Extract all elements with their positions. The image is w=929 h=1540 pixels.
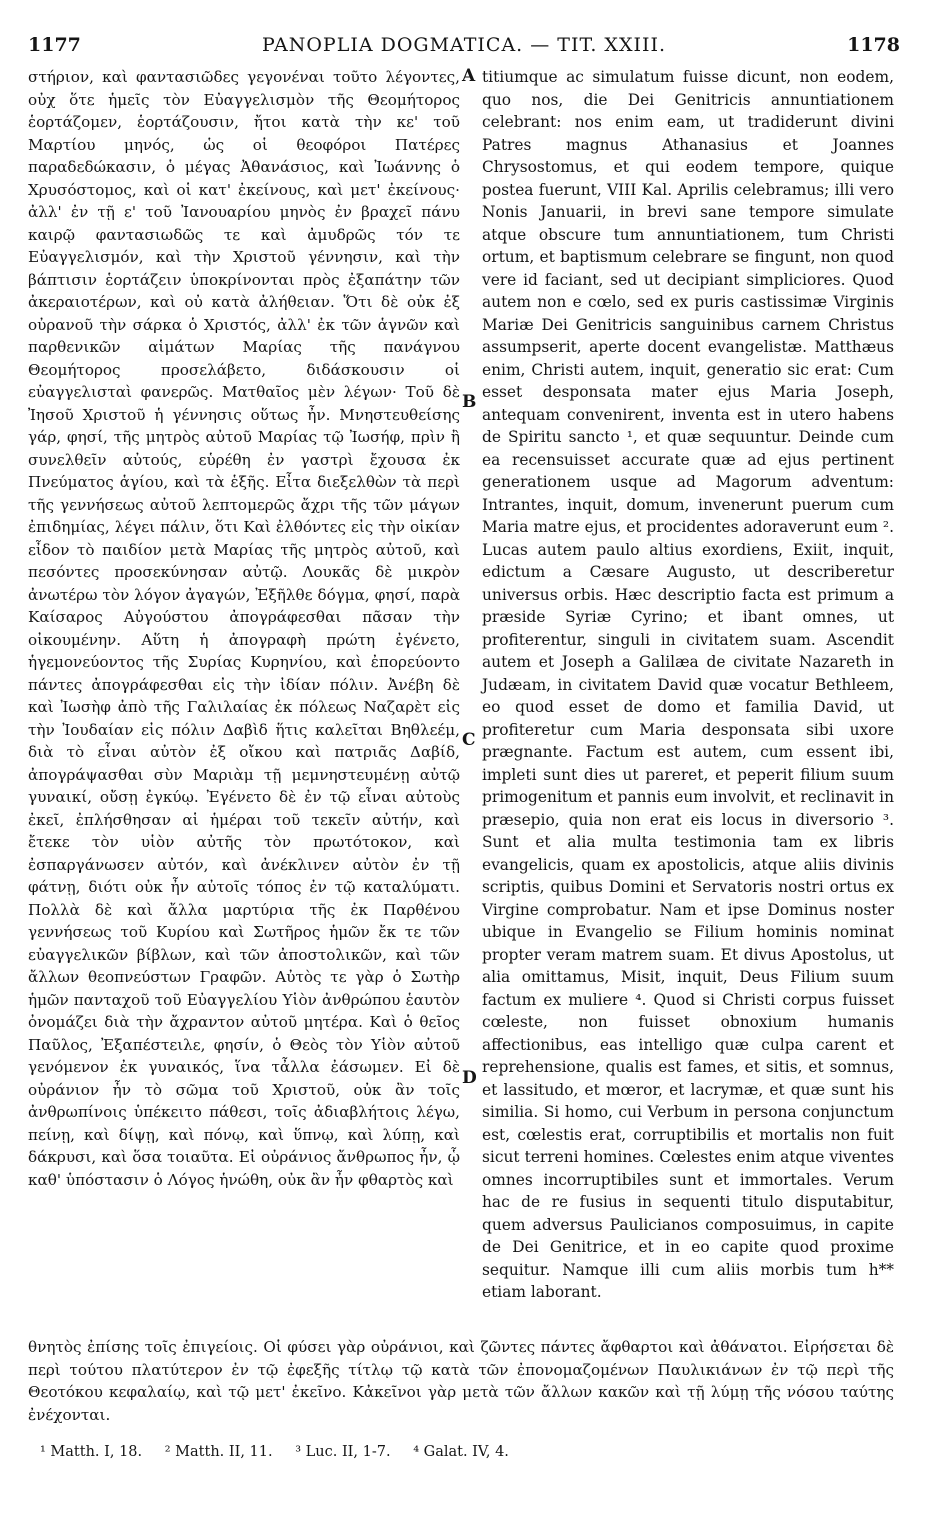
greek-column [28,66,460,1291]
page-header [28,34,900,58]
running-title: PANOPLIA DOGMATICA. — TIT. XXIII. [261,34,667,56]
footnotes [40,1444,880,1460]
latin-column [482,66,894,1301]
margin-marker-b: B [462,392,477,412]
footnote-1: ¹ Matth. I, 18. [40,1444,143,1460]
footnote-3: ³ Luc. II, 1-7. [295,1444,391,1460]
page-number-right: 1178 [847,34,900,56]
margin-marker-a: A [462,66,476,86]
greek-tail [28,1336,894,1426]
greek-paragraph: στήριον, καὶ φαντασιῶδες γεγονέναι τοῦτο λέγοντες, οὐχ ὅτε ἡμεῖς τὸν Εὐαγγελισμὸν τῆς Θεομήτορος ἑορτάζομεν, ἑορτάζουσιν, ἤτοι κατὰ τὴν κε' τοῦ Μαρτίου μηνός, ὡς οἱ θεοφόροι Πατέρες παραδεδώκασιν, ὁ μέγας Ἀθανάσιος, καὶ Ἰωάννης ὁ Χρυσόστομος, καὶ οἱ κατ' ἐκείνους, καὶ μετ' ἐκείνους· ἀλλ' ἐν τῇ ε' τοῦ Ἰανουαρίου μηνὸς ἐν βραχεῖ πάνυ καιρῷ φαντασιωδῶς τε καὶ ἀμυδρῶς τόν τε Εὐαγγελισμόν, καὶ τὴν Χριστοῦ γέννησιν, καὶ τὴν βάπτισιν ἑορτάζειν ὑποκρίνονται πρὸς ἐξαπάτην τῶν ἀκεραιοτέρων, καὶ οὐ κατὰ ἀλήθειαν. Ὅτι δὲ οὐκ ἐξ οὐρανοῦ τὴν σάρκα ὁ Χριστός, ἀλλ' ἐκ τῶν ἁγνῶν καὶ παρθενικῶν αἱμάτων Μαρίας τῆς πανάγνου Θεομήτορος προσελάβετο, διδάσκουσιν οἱ εὐαγγελισταὶ φανερῶς. Ματθαῖος μὲν λέγων· Τοῦ δὲ Ἰησοῦ Χριστοῦ ἡ γέννησις οὕτως ἦν. Μνηστευθείσης γάρ, φησί, τῆς μητρὸς αὐτοῦ Μαρίας τῷ Ἰωσήφ, πρὶν ἢ συνελθεῖν αὐτούς, εὑρέθη ἐν γαστρὶ ἔχουσα ἐκ Πνεύματος ἁγίου, καὶ τὰ ἑξῆς. Εἶτα διεξελθὼν τὰ περὶ τῆς γεννήσεως αὐτοῦ λεπτομερῶς ἄχρι τῆς τῶν μάγων ἐπιδημίας, λέγει πάλιν, ὅτι Καὶ ἐλθόντες εἰς τὴν οἰκίαν εἶδον τὸ παιδίον μετὰ Μαρίας τῆς μητρὸς αὐτοῦ, καὶ πεσόντες προσεκύνησαν αὐτῷ. Λουκᾶς δὲ μικρὸν ἀνωτέρω τὸν λόγον ἀγαγών, Ἐξῆλθε δόγμα, φησί, παρὰ Καίσαρος Αὐγούστου ἀπογράφεσθαι πᾶσαν τὴν οἰκουμένην. Αὕτη ἡ ἀπογραφὴ πρώτη ἐγένετο, ἡγεμονεύοντος τῆς Συρίας Κυρηνίου, καὶ ἐπορεύοντο πάντες ἀπογράφεσθαι εἰς τὴν ἰδίαν πόλιν. Ἀνέβη δὲ καὶ Ἰωσὴφ ἀπὸ τῆς Γαλιλαίας ἐκ πόλεως Ναζαρὲτ εἰς τὴν Ἰουδαίαν εἰς πόλιν Δαβὶδ ἥτις καλεῖται Βηθλεέμ, διὰ τὸ εἶναι αὐτὸν ἐξ οἴκου καὶ πατριᾶς Δαβίδ, ἀπογράψασθαι σὺν Μαριὰμ τῇ μεμνηστευμένῃ αὐτῷ γυναικί, οὔσῃ ἐγκύῳ. Ἐγένετο δὲ ἐν τῷ εἶναι αὐτοὺς ἐκεῖ, ἐπλήσθησαν αἱ ἡμέραι τοῦ τεκεῖν αὐτήν, καὶ ἔτεκε τὸν υἱὸν αὐτῆς τὸν πρωτότοκον, καὶ ἐσπαργάνωσεν αὐτόν, καὶ ἀνέκλινεν αὐτὸν ἐν τῇ φάτνῃ, διότι οὐκ ἦν αὐτοῖς τόπος ἐν τῷ καταλύματι. Πολλὰ δὲ καὶ ἄλλα μαρτύρια τῆς ἐκ Παρθένου γεννήσεως τοῦ Κυρίου καὶ Σωτῆρος ἡμῶν ἔκ τε τῶν εὐαγγελικῶν βίβλων, καὶ τῶν ἀποστολικῶν, καὶ τῶν ἄλλων θεοπνεύστων Γραφῶν. Αὐτὸς τε γὰρ ὁ Σωτὴρ ἡμῶν πανταχοῦ τοῦ Εὐαγγελίου Υἱὸν ἀνθρώπου ἑαυτὸν ὀνομάζει διὰ τὴν ἄχραντον αὐτοῦ μητέρα. Καὶ ὁ θεῖος Παῦλος, Ἐξαπέστειλε, φησίν, ὁ Θεὸς τὸν Υἱὸν αὐτοῦ γενόμενον ἐκ γυναικός, ἵνα τἆλλα ἐάσωμεν. Εἰ δὲ οὐράνιον ἦν τὸ σῶμα τοῦ Χριστοῦ, οὐκ ἂν τοῖς ἀνθρωπίνοις ὑπέκειτο πάθεσι, τοῖς ἀδιαβλήτοις λέγω, πείνῃ, καὶ δίψῃ, καὶ πόνῳ, καὶ ὕπνῳ, καὶ λύπῃ, καὶ δάκρυσι, καὶ ὅσα τοιαῦτα. Εἰ οὐράνιος ἄνθρωπος ἦν, ᾧ καθ' ὑπόστασιν ὁ Λόγος ἡνώθη, οὐκ ἂν ἦν φθαρτὸς καὶ [28,68,460,1189]
greek-tail-paragraph: θνητὸς ἐπίσης τοῖς ἐπιγείοις. Οἱ φύσει γὰρ οὐράνιοι, καὶ ζῶντες πάντες ἄφθαρτοι καὶ ἀθάνατοι. Εἰρήσεται δὲ περὶ τούτου πλατύτερον ἐν τῷ ἐφεξῆς τίτλῳ τῷ κατὰ τῶν ἐπονομαζομένων Παυλικιάνων ἐν τῷ περὶ τῆς Θεοτόκου κεφαλαίῳ, καὶ τῷ μετ' ἐκεῖνο. Κἀκεῖνοι γὰρ μετὰ τῶν ἄλλων κακῶν καὶ τῇ λύμῃ τῆς νόσου ταύτης ἐνέχονται. [28,1338,894,1424]
page-number-left: 1177 [28,34,81,56]
margin-marker-d: D [462,1068,477,1088]
latin-paragraph: titiumque ac simulatum fuisse dicunt, non eodem, quo nos, die Dei Genitricis annuntiationem celebrant: nos enim eam, ut tradiderunt divini Patres magnus Athanasius et Joannes Chrysostomus, et qui eodem tempore, quique postea fuerunt, VIII Kal. Aprilis celebramus; illi vero Nonis Januarii, in brevi sane tempore simulate atque obscure tum annuntiationem, tum Christi ortum, et baptismum celebrare se fingunt, non quod vere id faciant, sed ut decipiant simpliciores. Quod autem non e cœlo, sed ex puris castissimæ Virginis Mariæ Dei Genitricis sanguinibus carnem Christus assumpserit, aperte docent evangelistæ. Matthæus enim, Christi autem, inquit, generatio sic erat: Cum esset desponsata mater ejus Maria Joseph, antequam convenirent, inventa est in utero habens de Spiritu sancto ¹, et quæ sequuntur. Deinde cum ea recensuisset accurate quæ ad ejus pertinent generationem usque ad Magorum adventum: Intrantes, inquit, domum, invenerunt puerum cum Maria matre ejus, et procidentes adoraverunt eum ². Lucas autem paulo altius exordiens, Exiit, inquit, edictum a Cæsare Augusto, ut describeretur universus orbis. Hæc descriptio facta est primum a præside Syriæ Cyrino; et ibant omnes, ut profiterentur, singuli in civitatem suam. Ascendit autem et Joseph a Galilæa de civitate Nazareth in Judæam, in civitatem David quæ vocatur Bethleem, eo quod esset de domo et familia David, ut profiteretur cum Maria desponsata sibi uxore prægnante. Factum est autem, cum essent ibi, impleti sunt dies ut pareret, et peperit filium suum primogenitum et pannis eum involvit, et reclinavit in præsepio, quia non erat eis locus in diversorio ³. Sunt et alia multa testimonia tam ex libris evangelicis, quam ex apostolicis, atque aliis divinis scriptis, quibus Domini et Servatoris nostri ortus ex Virgine comprobatur. Nam et ipse Dominus noster ubique in Evangelio se Filium hominis nominat propter veram matrem suam. Et divus Apostolus, ut alia omittamus, Misit, inquit, Deus Filium suum factum ex muliere ⁴. Quod si Christi corpus fuisset cœleste, non fuisset obnoxium humanis affectionibus, eas intelligo quæ culpa carent et reprehensione, qualis est fames, et sitis, et somnus, et lassitudo, et mœror, et lacrymæ, et quæ sunt his similia. Si homo, cui Verbum in persona conjunctum est, cœlestis erat, corruptibilis et mortalis non fuit sicut terreni homines. Cœlestes enim atque viventes omnes incorruptibiles sunt et immortales. Verum hac de re fusius in sequenti titulo disputabitur, quem adversus Paulicianos composuimus, in capite de Dei Genitrice, et in eo capite quod proxime sequitur. Namque illi cum aliis morbis tum h** etiam laborant. [482,68,894,1301]
margin-marker-c: C [462,730,476,750]
footnote-2: ² Matth. II, 11. [164,1444,273,1460]
footnote-4: ⁴ Galat. IV, 4. [413,1444,509,1460]
